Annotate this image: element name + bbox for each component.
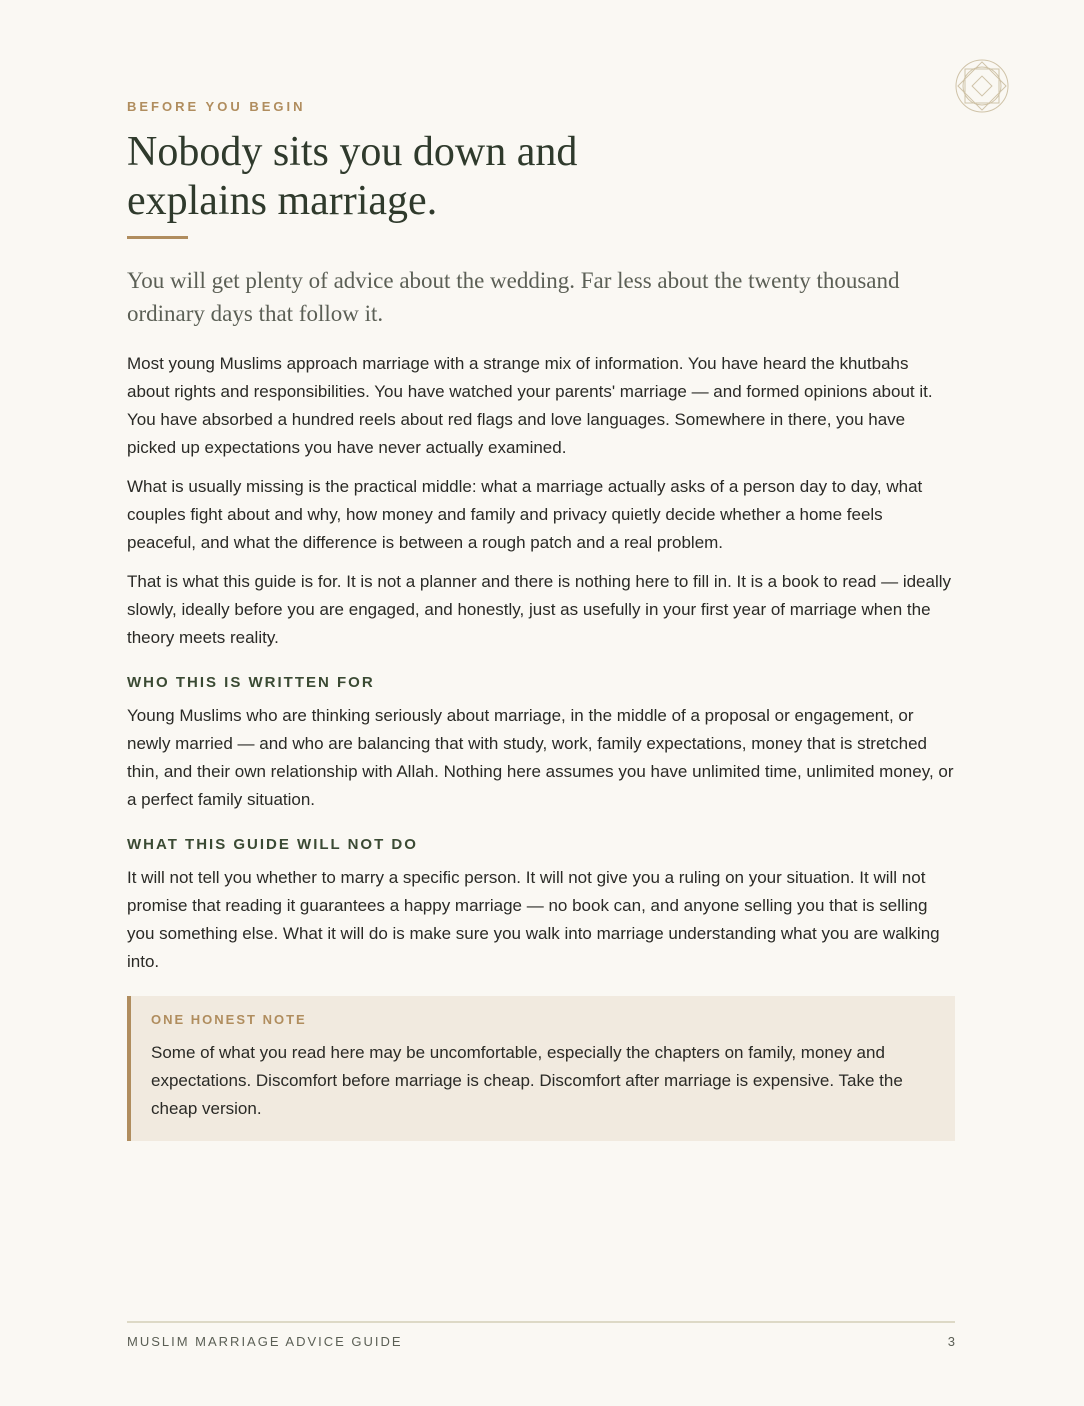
lede-paragraph: You will get plenty of advice about the wedding. Far less about the twenty thousand ordinary days that follow it. [127, 268, 900, 326]
section-paragraph-audience: Young Muslims who are thinking seriously about marriage, in the middle of a proposal or engagement, or newly married — and who are balancing that with study, work, family expectations, money that is stretched thin, and their own relationship with Allah. Nothing here assumes you have unlimited time, unlimited money, or a perfect family situation. [127, 706, 954, 809]
intro-paragraph: That is what this guide is for. It is not a planner and there is nothing here to fill in. It is a book to read — ideally slowly, ideally before you are engaged, and honestly, just as usefully in your first year of marriage when the theory meets reality. [127, 572, 952, 647]
section-heading-limits: WHAT THIS GUIDE WILL NOT DO [127, 836, 418, 853]
body-text [127, 350, 955, 1141]
section-heading-audience: WHO THIS IS WRITTEN FOR [127, 674, 375, 691]
callout-label: ONE HONEST NOTE [151, 1012, 307, 1027]
geometric-star-ornament-icon [954, 58, 1010, 114]
callout-note [127, 996, 955, 1141]
page-title: Nobody sits you down and explains marriage. [127, 129, 578, 224]
section-eyebrow: BEFORE YOU BEGIN [127, 99, 306, 114]
title-underline [127, 236, 188, 239]
intro-paragraph: What is usually missing is the practical middle: what a marriage actually asks of a person day to day, what couples fight about and why, how money and family and privacy quietly decide whether a home feels peaceful, and what the difference is between a rough patch and a real problem. [127, 477, 923, 552]
page-content [127, 0, 955, 1406]
callout-text: Some of what you read here may be uncomfortable, especially the chapters on family, money and expectations. Discomfort before marriage is cheap. Discomfort after marriage is expensive. Take the cheap version. [151, 1043, 903, 1118]
footer-divider [127, 1321, 955, 1323]
section-paragraph-limits: It will not tell you whether to marry a specific person. It will not give you a ruling on your situation. It will not promise that reading it guarantees a happy marriage — no book can, and anyone selling you that is selling you something else. What it will do is make sure you walk into marriage understanding what you are walking into. [127, 868, 940, 971]
intro-paragraph: Most young Muslims approach marriage with a strange mix of information. You have heard the khutbahs about rights and responsibilities. You have watched your parents' marriage — and formed opinions about it. You have absorbed a hundred reels about red flags and love languages. Somewhere in there, you have picked up expectations you have never actually examined. [127, 354, 933, 457]
page-number: 3 [947, 1334, 955, 1349]
footer-guide-title: MUSLIM MARRIAGE ADVICE GUIDE [127, 1334, 403, 1349]
